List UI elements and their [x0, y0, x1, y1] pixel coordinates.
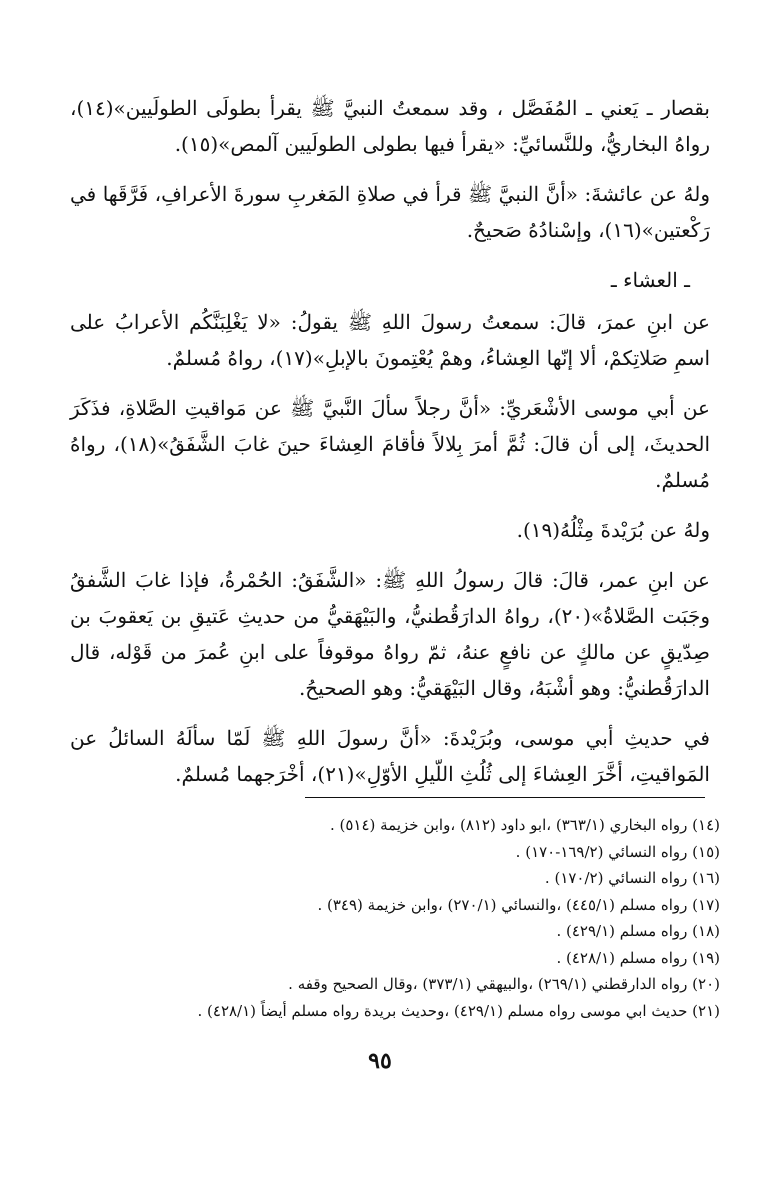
- footnote-14: (١٤) رواه البخاري (٣٦٣/١) ،ابو داود (٨١٢) ،وابن خزيمة (٥١٤) .: [329, 816, 720, 834]
- footnote-21: (٢١) حديث ابي موسى رواه مسلم (٤٢٩/١) ،وحديث بريدة رواه مسلم أيضاً (٤٢٨/١) .: [197, 1001, 720, 1020]
- paragraph-7: في حديثِ أبي موسى، وبُرَيْدةَ: «أنَّ رسولَ اللهِ ﷺ لَمّا سألَهُ السائلُ عن المَواقيتِ، أخَّرَ العِشاءَ إلى ثُلُثِ اللّيلِ الأوّلِ»(٢١)، أخْرَجهما مُسلمٌ.: [70, 726, 710, 786]
- page-number: ٩٥: [368, 1048, 392, 1074]
- section-heading-isha: ـ العشاء ـ: [610, 268, 690, 292]
- paragraph-5: ولهُ عن بُرَيْدةَ مِثْلُهُ(١٩).: [516, 518, 710, 542]
- paragraph-3: عن ابنِ عمرَ، قالَ: سمعتُ رسولَ اللهِ ﷺ يقولُ: «لا يَغْلِبَنَّكُم الأعرابُ على اسمِ صَلاتِكمْ، ألا إنّها العِشاءُ، وهمْ يُعْتِمونَ بالإبلِ»(١٧)، رواهُ مُسلمٌ.: [70, 310, 710, 370]
- footnote-19: (١٩) رواه مسلم (٤٢٨/١) .: [556, 948, 720, 967]
- footnotes: [60, 812, 720, 1024]
- footnote-15: (١٥) رواه النسائي (١٦٩/٢-١٧٠) .: [515, 842, 720, 861]
- paragraph-1: بقصار ـ يَعني ـ المُفَصَّل ، وقد سمعتُ النبيَّ ﷺ يقرأ بطولَى الطولَيين»(١٤)، رواهُ البخاريُّ، وللنَّسائيِّ: «يقرأ فيها بطولى الطولَيين آلمص»(١٥).: [70, 96, 710, 156]
- main-text: [70, 90, 710, 806]
- footnote-20: (٢٠) رواه الدارقطني (٢٦٩/١) ،والبيهقي (٣٧٣/١) ،وقال الصحيح وقفه .: [288, 975, 720, 993]
- paragraph-4: عن أبي موسى الأشْعَريِّ: «أنَّ رجلاً سألَ النَّبيَّ ﷺ عن مَواقيتِ الصَّلاةِ، فذَكَرَ الحديثَ، إلى أن قالَ: ثُمَّ أمرَ بِلالاً فأقامَ العِشاءَ حينَ غابَ الشَّفَقُ»(١٨)، رواهُ مُسلمٌ.: [70, 396, 711, 492]
- footnote-divider: [305, 797, 705, 798]
- paragraph-6: عن ابنِ عمر، قالَ: قالَ رسولُ اللهِ ﷺ: «الشَّفَقُ: الحُمْرةُ، فإذا غابَ الشَّفقُ وجَبَت الصَّلاةُ»(٢٠)، رواهُ الدارَقُطنيُّ، والبَيْهَقيُّ من حديثِ عَتيقِ بن يَعقوبَ بن صِدّيقٍ عن مالكٍ عن نافعٍ عنهُ، ثمّ رواهُ موقوفاً على ابنِ عُمرَ من قَوْله، قال الدارَقُطنيُّ: وهو أشْبَهُ، وقال البَيْهَقيُّ: وهو الصحيحُ.: [70, 568, 710, 700]
- paragraph-2: ولهُ عن عائشةَ: «أنَّ النبيَّ ﷺ قرأ في صلاةِ المَغربِ سورةَ الأعرافِ، فَرَّقَها في رَكْعتين»(١٦)، وإسْنادُهُ صَحيحٌ.: [70, 182, 710, 242]
- footnote-17: (١٧) رواه مسلم (٤٤٥/١) ،والنسائي (٢٧٠/١) ،وابن خزيمة (٣٤٩) .: [317, 895, 720, 914]
- footnote-18: (١٨) رواه مسلم (٤٢٩/١) .: [556, 922, 720, 940]
- footnote-16: (١٦) رواه النسائي (١٧٠/٢) .: [544, 869, 720, 887]
